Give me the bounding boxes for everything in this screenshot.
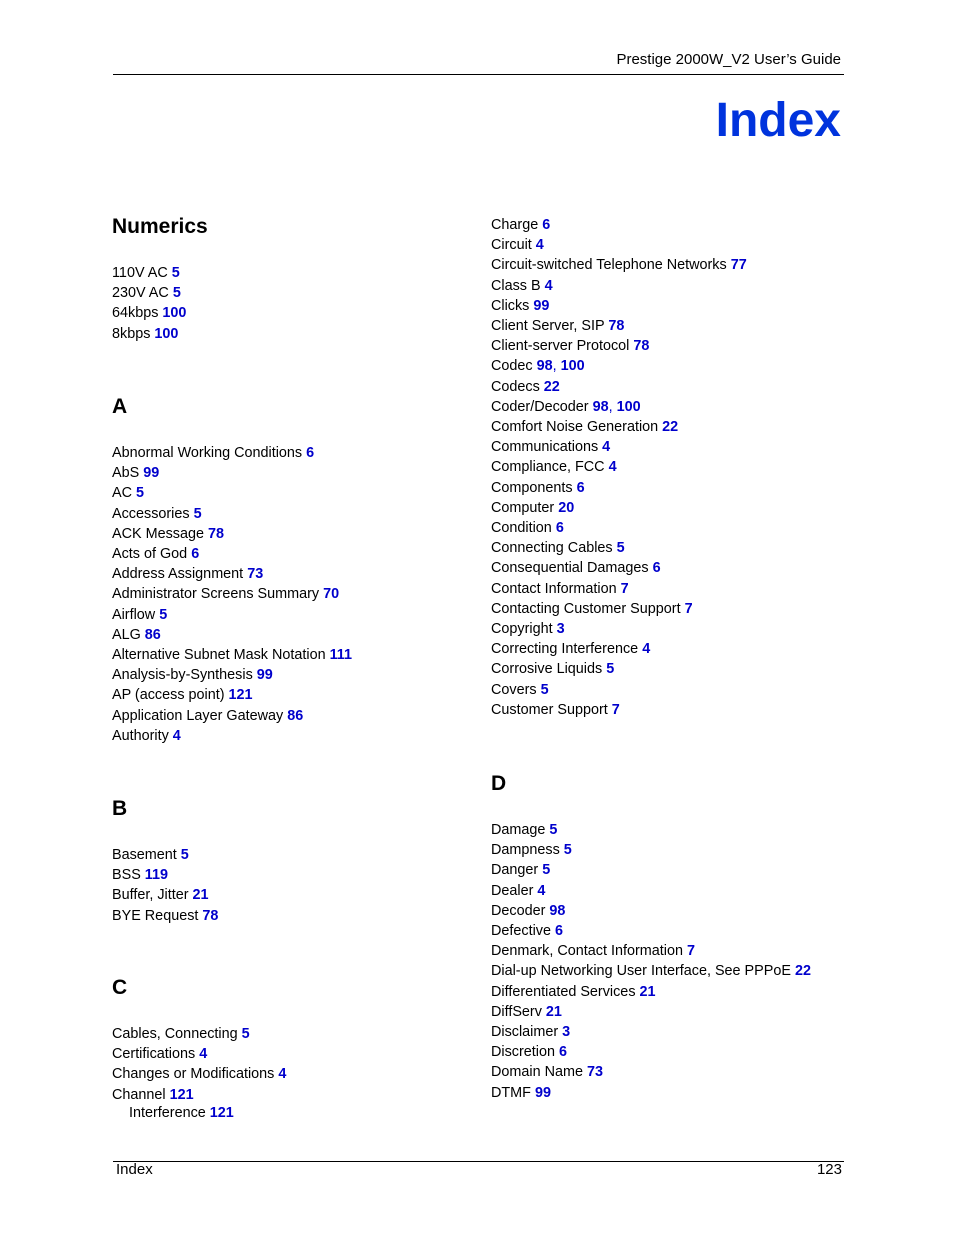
entry-list (112, 263, 186, 344)
document-title: Prestige 2000W_V2 User’s Guide (616, 51, 841, 68)
page-link[interactable]: 121 (228, 687, 253, 704)
section-c (112, 976, 482, 1121)
page-link[interactable]: 5 (172, 285, 181, 302)
page-link[interactable]: 70 (323, 586, 340, 603)
index-entry (491, 982, 811, 1002)
index-entry (491, 599, 747, 619)
index-entry (112, 645, 352, 665)
index-entry (112, 1044, 286, 1064)
index-entry (491, 659, 747, 679)
section-heading: D (491, 772, 507, 795)
index-entry (491, 860, 811, 880)
index-entry (491, 336, 747, 356)
entry-term: Certifications (112, 1046, 196, 1063)
page-link[interactable]: 5 (606, 661, 615, 678)
page-link[interactable]: 6 (576, 479, 585, 496)
page-link[interactable]: 22 (662, 419, 679, 436)
page-link[interactable]: 100 (154, 325, 179, 342)
page-link[interactable]: 4 (535, 237, 544, 254)
entry-term: Contacting Customer Support (491, 600, 681, 617)
page-link[interactable]: 4 (278, 1066, 287, 1083)
page-link[interactable]: 5 (549, 822, 558, 838)
entry-term: Administrator Screens Summary (112, 586, 320, 603)
page-link[interactable]: 6 (555, 520, 564, 537)
entry-term: Dampness (491, 842, 560, 859)
page-link[interactable]: 78 (608, 318, 625, 335)
page-link[interactable]: 86 (287, 707, 304, 724)
page-link[interactable]: 99 (256, 667, 273, 684)
page-link[interactable]: 6 (306, 445, 315, 461)
index-entry (112, 625, 352, 645)
entry-term: Analysis-by-Synthesis (112, 667, 253, 684)
index-entry (491, 498, 747, 518)
entry-term: Damage (491, 822, 546, 838)
page-link[interactable]: 4 (172, 727, 181, 744)
index-entry (112, 263, 186, 283)
entry-term: Disclaimer (491, 1024, 559, 1041)
entry-term: Computer (491, 499, 555, 516)
page-link[interactable]: 20 (558, 499, 575, 516)
entry-term: Clicks (491, 297, 530, 314)
index-entry (491, 1022, 811, 1042)
index-entry (491, 235, 747, 255)
index-entry (112, 1064, 286, 1084)
entry-term: Changes or Modifications (112, 1066, 275, 1083)
index-entry (112, 483, 352, 503)
page-link[interactable]: 6 (652, 560, 661, 577)
section-heading: C (112, 976, 128, 999)
page-link[interactable]: 100 (162, 305, 187, 322)
index-entry: Codec 98, 100 (491, 358, 585, 375)
index-entry (491, 558, 747, 578)
page-link[interactable]: 98 (592, 398, 609, 415)
entry-term: AC (112, 485, 132, 502)
page-link[interactable]: 77 (730, 257, 747, 274)
index-entry (112, 665, 352, 685)
entry-term: Differentiated Services (491, 983, 636, 1000)
page-link[interactable]: 21 (192, 887, 209, 904)
index-entry (491, 437, 747, 457)
section-heading: B (112, 797, 128, 820)
page-link[interactable]: 4 (642, 641, 651, 658)
index-entry (112, 885, 218, 905)
index-entry (491, 881, 811, 901)
page-link[interactable]: 4 (537, 882, 546, 899)
index-entry (112, 605, 352, 625)
index-entry (491, 478, 747, 498)
page-link[interactable]: 121 (209, 1104, 234, 1121)
index-entry (491, 377, 747, 397)
entry-term: Condition (491, 520, 552, 537)
page-link[interactable]: 78 (202, 907, 219, 924)
page-link[interactable]: 99 (534, 1084, 551, 1101)
index-entry (491, 417, 747, 437)
entry-term: DiffServ (491, 1003, 542, 1020)
index-entry: Coder/Decoder 98, 100 (491, 398, 641, 415)
page-link[interactable]: 6 (558, 1044, 567, 1061)
page-title: Index (715, 94, 841, 147)
page-link[interactable]: 3 (556, 621, 565, 638)
index-entry (491, 215, 747, 235)
entry-term: 230V AC (112, 285, 169, 302)
index-entry (491, 901, 811, 921)
index-entry (112, 726, 352, 746)
index-entry (491, 639, 747, 659)
entry-term: Discretion (491, 1044, 555, 1061)
page-link[interactable]: 4 (544, 277, 553, 294)
page-link[interactable]: 100 (560, 358, 585, 375)
index-entry (491, 296, 747, 316)
entry-list (491, 820, 811, 1103)
page-link[interactable]: 5 (241, 1026, 250, 1042)
entry-term: 8kbps (112, 325, 151, 342)
page-link[interactable]: 21 (639, 983, 656, 1000)
entry-term: Coder/Decoder (491, 398, 589, 415)
section-d (491, 772, 861, 1101)
page-link[interactable]: 5 (180, 847, 189, 863)
entry-term: ACK Message (112, 525, 204, 542)
section-heading: Numerics (112, 215, 208, 238)
page-link[interactable]: 6 (555, 923, 564, 940)
page-link[interactable]: 21 (545, 1003, 562, 1020)
index-entry (491, 518, 747, 538)
index-entry (491, 820, 811, 840)
footer-rule (113, 1161, 844, 1162)
index-entry (491, 700, 747, 720)
entry-list (112, 845, 218, 926)
page-link[interactable]: 4 (608, 459, 617, 476)
page-link[interactable]: 5 (193, 505, 202, 522)
entry-term: Danger (491, 862, 539, 879)
index-entry (491, 316, 747, 336)
entry-list (112, 1024, 286, 1122)
entry-term: Customer Support (491, 701, 608, 718)
index-entry (491, 680, 747, 700)
index-entry (112, 865, 218, 885)
entry-term: Accessories (112, 505, 190, 522)
index-entry (491, 840, 811, 860)
page-link[interactable]: 119 (144, 867, 169, 884)
section-a (112, 395, 482, 744)
entry-term: Application Layer Gateway (112, 707, 284, 724)
entry-term: Decoder (491, 902, 546, 919)
page-link[interactable]: 98 (536, 358, 553, 375)
entry-term: Circuit (491, 237, 532, 254)
entry-term: Denmark, Contact Information (491, 943, 683, 960)
section-b (112, 797, 482, 924)
page-link[interactable]: 100 (616, 398, 641, 415)
index-entry (112, 685, 352, 705)
index-entry (112, 906, 218, 926)
entry-term: BSS (112, 867, 141, 884)
entry-term: Components (491, 479, 573, 496)
index-entry (491, 1042, 811, 1062)
entry-term: Buffer, Jitter (112, 887, 189, 904)
index-entry (112, 283, 186, 303)
entry-term: Authority (112, 727, 169, 744)
page-link[interactable]: 5 (159, 606, 168, 623)
index-entry (112, 324, 186, 344)
page-link[interactable]: 78 (633, 338, 650, 355)
entry-term: Cables, Connecting (112, 1026, 238, 1042)
index-entry (112, 706, 352, 726)
index-entry (491, 255, 747, 275)
page-link[interactable]: 99 (533, 297, 550, 314)
page-link[interactable]: 5 (540, 681, 549, 698)
entry-term: AbS (112, 465, 140, 482)
entry-term: Dial-up Networking User Interface, See PPPoE (491, 963, 791, 980)
page-link[interactable]: 7 (684, 600, 693, 617)
index-entry (491, 619, 747, 639)
index-entry (491, 1002, 811, 1022)
page-link[interactable]: 98 (549, 902, 566, 919)
page-link[interactable]: 5 (563, 842, 572, 859)
index-entry (491, 457, 747, 477)
page-link[interactable]: 5 (171, 265, 180, 281)
page-link[interactable]: 86 (144, 626, 161, 643)
index-entry (112, 1085, 286, 1105)
entry-term: Channel (112, 1086, 166, 1103)
entry-term: Client-server Protocol (491, 338, 630, 355)
index-entry (491, 961, 811, 981)
page-link[interactable]: 6 (542, 217, 551, 233)
entry-list (112, 443, 352, 746)
page-link[interactable]: 5 (542, 862, 551, 879)
index-entry (112, 303, 186, 323)
entry-list (491, 215, 747, 720)
entry-term: Correcting Interference (491, 641, 639, 658)
entry-term: Alternative Subnet Mask Notation (112, 647, 326, 664)
entry-term: Domain Name (491, 1064, 583, 1081)
entry-term: Defective (491, 923, 551, 940)
section-numerics (112, 215, 482, 342)
footer-section-name: Index (116, 1161, 153, 1178)
entry-term: DTMF (491, 1084, 531, 1101)
entry-term: Dealer (491, 882, 534, 899)
page-link[interactable]: 5 (136, 485, 145, 502)
page-link[interactable]: 22 (543, 378, 560, 395)
entry-term: Interference (129, 1104, 206, 1121)
page-link[interactable]: 6 (191, 546, 200, 563)
entry-term: Consequential Damages (491, 560, 649, 577)
entry-term: Comfort Noise Generation (491, 419, 659, 436)
page-link[interactable]: 22 (794, 963, 811, 980)
entry-term: ALG (112, 626, 141, 643)
page-link[interactable]: 73 (586, 1064, 603, 1081)
page-link[interactable]: 111 (329, 647, 352, 664)
page-link[interactable]: 121 (169, 1086, 194, 1103)
index-entry (112, 443, 352, 463)
page-number: 123 (816, 1161, 842, 1178)
index-entry (112, 463, 352, 483)
page-link[interactable]: 5 (616, 540, 625, 557)
index-subentry (112, 1105, 286, 1122)
page-link[interactable]: 7 (611, 701, 620, 718)
entry-term: 64kbps (112, 305, 159, 322)
page-link[interactable]: 7 (620, 580, 629, 597)
entry-term: AP (access point) (112, 687, 225, 704)
section-heading: A (112, 395, 128, 418)
entry-term: BYE Request (112, 907, 199, 924)
entry-term: Copyright (491, 621, 553, 638)
page-link[interactable]: 73 (247, 566, 264, 583)
page-link[interactable]: 99 (143, 465, 160, 482)
page-link[interactable]: 7 (686, 943, 695, 960)
entry-term: Covers (491, 681, 537, 698)
index-entry (491, 1062, 811, 1082)
entry-term: Abnormal Working Conditions (112, 445, 303, 461)
entry-term: Charge (491, 217, 539, 233)
page-link[interactable]: 78 (207, 525, 224, 542)
entry-term: Contact Information (491, 580, 617, 597)
index-entry (112, 544, 352, 564)
page-link[interactable]: 3 (562, 1024, 571, 1041)
index-entry (491, 1083, 811, 1103)
entry-term: Connecting Cables (491, 540, 613, 557)
entry-term: Airflow (112, 606, 156, 623)
index-entry (491, 921, 811, 941)
entry-term: Compliance, FCC (491, 459, 605, 476)
index-entry (112, 504, 352, 524)
index-entry (491, 941, 811, 961)
entry-term: Circuit-switched Telephone Networks (491, 257, 727, 274)
entry-term: Class B (491, 277, 541, 294)
entry-term: Communications (491, 439, 599, 456)
entry-term: Client Server, SIP (491, 318, 605, 335)
entry-term: Codec (491, 358, 533, 375)
entry-term: Codecs (491, 378, 540, 395)
index-entry (112, 524, 352, 544)
entry-term: Address Assignment (112, 566, 244, 583)
index-entry (491, 579, 747, 599)
entry-term: Corrosive Liquids (491, 661, 603, 678)
index-entry (112, 1024, 286, 1044)
page-link[interactable]: 4 (199, 1046, 208, 1063)
index-entry (491, 538, 747, 558)
entry-term: 110V AC (112, 265, 168, 281)
entry-term: Basement (112, 847, 177, 863)
index-entry (112, 584, 352, 604)
index-entry (491, 276, 747, 296)
entry-term: Acts of God (112, 546, 188, 563)
index-entry (112, 564, 352, 584)
page-link[interactable]: 4 (602, 439, 611, 456)
header-rule (113, 74, 844, 75)
index-entry (112, 845, 218, 865)
